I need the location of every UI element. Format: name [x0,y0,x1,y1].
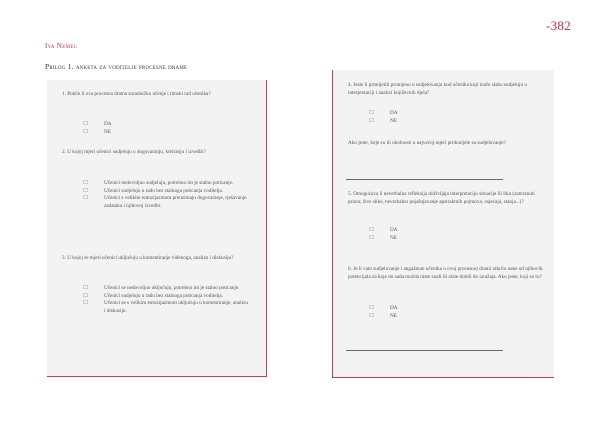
question-6: 6. Je li vam sudjelovanje i angažman učenika u ovoj procesnoj drami otkrilo neke od njihovih potencijala za koje do sada možda niste znali ili niste dobili do izražaja. Ako jeste, koji su to? [348,266,543,280]
checkbox-icon[interactable]: ☐ [369,227,374,233]
option-label: Učenici s velikim entuzijazmom preuzimaju dogovaranje, rješavanje zadataka i njihovoj izvedbi. [104,195,247,210]
option-label: NE [390,312,397,319]
checkbox-icon[interactable]: ☐ [83,195,88,202]
checkbox-icon[interactable]: ☐ [83,187,88,194]
checkbox-icon[interactable]: ☐ [83,285,88,291]
checkbox-icon[interactable]: ☐ [369,110,374,116]
option-label: Učenici sudjeluju u radu bez stalnoga poticanja voditelja. [104,187,223,194]
option-item [83,180,248,188]
option-item [83,285,248,293]
option-label: DA [390,227,398,233]
question-2: 2. U kojoj mjeri učenici sudjeluju u dogovaranju, kreiranju i izvedbi? [62,149,206,155]
option-label: Učenici nedovoljno sudjeluju, potrebno im je stalno poticanje. [104,180,234,186]
answer-line[interactable] [346,179,503,180]
checkbox-icon[interactable]: ☐ [369,117,374,124]
question-4: 4. Jeste li primijetili promjenu u sudjelovanju kod učenika koji inače slabo sudjeluju u interpretaciji i analizi književnih djela? [348,82,527,96]
option-label: Učenici se nedovoljno uključuju, potrebno im je stalno poticanje. [104,285,240,291]
appendix-title: Prilog 1. anketa za voditelje procesne drame [45,62,188,71]
checkbox-icon[interactable]: ☐ [369,312,374,319]
option-label: Učenici sudjeluju u radu bez stalnoga poticanja voditelja. [104,292,223,299]
option-item [369,118,529,126]
question-4-options [369,110,529,125]
answer-line[interactable] [346,350,503,351]
checkbox-icon[interactable]: ☐ [83,180,88,186]
option-label: NE [390,234,397,241]
question-3-options [83,285,248,316]
questionnaire-box-right [332,70,554,378]
option-label: DA [104,121,112,127]
option-item [369,235,529,243]
question-2-options [83,180,248,211]
option-item [83,195,248,210]
option-item [83,129,243,137]
checkbox-icon[interactable]: ☐ [369,305,374,311]
question-5: 5. Omogućava li neverbalna refleksija doživljaja interpretaciju situacije ili lika (zamrznuti prizor, žive slike, neverbalno pojašnjavanje apstraktnih pojmova, osjećaja, stanja...)? [348,191,535,205]
question-1-options [83,121,243,136]
author-name: Iva Nemec [45,42,78,50]
option-item [83,121,243,129]
questionnaire-box-left [47,80,267,377]
option-label: Učenici se s velikim entuzijazmom uključuju u komentiranje, analizu i diskusiju. [104,300,248,315]
checkbox-icon[interactable]: ☐ [83,121,88,127]
checkbox-icon[interactable]: ☐ [83,300,88,307]
option-item [369,110,529,118]
option-item [83,188,248,196]
question-3: 3. U kojoj se mjeri učenici uključuju u komentiranje viđenoga, analizu i diskusiju? [62,255,234,261]
question-6-options [369,305,529,320]
option-item [369,305,529,313]
checkbox-icon[interactable]: ☐ [83,128,88,135]
option-label: DA [390,305,398,311]
option-label: NE [390,117,397,124]
question-1: 1. Potiče li ova procesna drama suradničko učenje i timski rad učenika? [62,91,211,97]
checkbox-icon[interactable]: ☐ [83,292,88,299]
option-item [83,300,248,315]
option-item [83,293,248,301]
option-item [369,227,529,235]
page-number: -382 [546,18,572,33]
option-item [369,313,529,321]
option-label: DA [390,110,398,116]
question-5-options [369,227,529,242]
question-4-followup: Ako jeste, koje su ili okolnosti u najvećoj mjeri pridonijele su sudjelovanje? [348,140,506,146]
checkbox-icon[interactable]: ☐ [369,234,374,241]
option-label: NE [104,128,111,135]
